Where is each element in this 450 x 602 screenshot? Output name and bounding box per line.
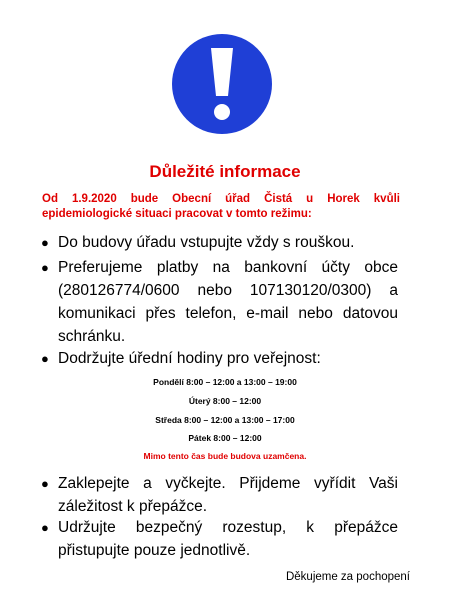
hours-line: Pondělí 8:00 – 12:00 a 13:00 – 19:00 <box>153 377 297 387</box>
bullet-icon: ● <box>41 351 49 366</box>
list-item-text: Do budovy úřadu vstupujte vždy s rouškou. <box>58 234 355 251</box>
bullet-icon: ● <box>41 520 49 535</box>
hours-line: Středa 8:00 – 12:00 a 13:00 – 17:00 <box>155 415 295 425</box>
list-item <box>41 472 398 518</box>
hours-line: Úterý 8:00 – 12:00 <box>188 396 262 406</box>
list-item <box>41 516 398 562</box>
closed-notice: Mimo tento čas bude budova uzamčena. <box>143 451 307 461</box>
hours-line: Pátek 8:00 – 12:00 <box>188 433 262 443</box>
list-item-text: Udržujte bezpečný rozestup, k přepážce přistupujte pouze jednotlivě. <box>58 519 398 559</box>
page-title: Důležité informace <box>149 162 301 181</box>
exclamation-icon <box>172 34 272 134</box>
list-item-text: Dodržujte úřední hodiny pro veřejnost: <box>58 350 321 367</box>
bullet-icon: ● <box>41 476 49 491</box>
list-item <box>41 256 398 348</box>
list-item-text: Zaklepejte a vyčkejte. Přijdeme vyřídit Vaši záležitost k přepážce. <box>58 475 398 515</box>
list-item <box>41 347 398 370</box>
list-item-text: Preferujeme platby na bankovní účty obce (280126774/0600 nebo 107130120/0300) a komunikaci přes telefon, e-mail nebo datovou schránku. <box>58 259 398 345</box>
bullet-icon: ● <box>41 235 49 250</box>
list-item <box>41 231 398 254</box>
bullet-icon: ● <box>41 260 49 275</box>
intro-text: Od 1.9.2020 bude Obecní úřad Čistá u Horek kvůli epidemiologické situaci pracovat v tomto režimu: <box>42 193 400 220</box>
thanks-text: Děkujeme za pochopení <box>285 571 410 583</box>
